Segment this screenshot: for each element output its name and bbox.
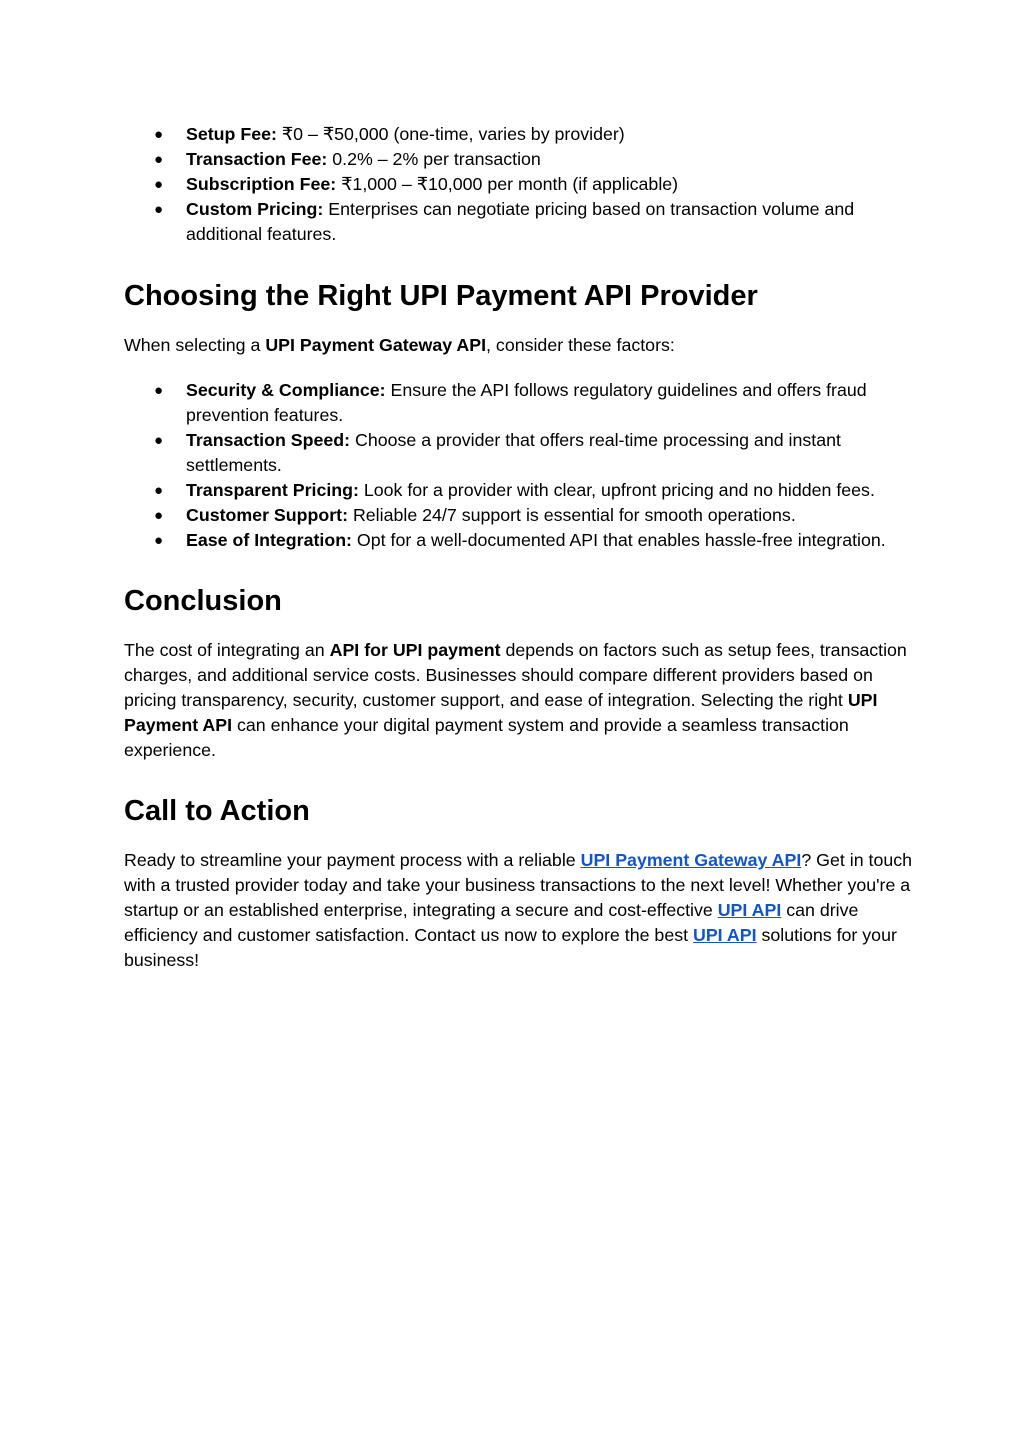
bullet-icon: ● <box>154 126 164 143</box>
upi-api-link[interactable]: UPI API <box>717 900 782 920</box>
document-page <box>124 122 914 973</box>
pricing-list <box>124 122 914 247</box>
list-item-label: Subscription Fee: <box>186 174 337 194</box>
section-heading-choosing: Choosing the Right UPI Payment API Provider <box>124 280 758 312</box>
bullet-icon: ● <box>154 507 164 524</box>
paragraph-bold: UPI Payment API <box>124 690 878 735</box>
list-item <box>124 378 914 428</box>
bullet-icon: ● <box>154 151 164 168</box>
list-item <box>124 172 914 197</box>
upi-payment-gateway-api-link[interactable]: UPI Payment Gateway API <box>580 850 802 870</box>
section-heading-call-to-action: Call to Action <box>124 795 310 827</box>
paragraph-text: depends on factors such as setup fees, transaction charges, and additional service costs. Businesses should compare different providers based on pricing transparency, security, customer support, and ease of integration. Selecting the right <box>124 640 907 710</box>
list-item <box>124 122 914 147</box>
factors-list <box>124 378 914 553</box>
section-heading-conclusion: Conclusion <box>124 585 282 617</box>
intro-bold: UPI Payment Gateway API <box>265 335 487 355</box>
paragraph-text: Ready to streamline your payment process with a reliable <box>124 850 581 870</box>
bullet-icon: ● <box>154 482 164 499</box>
paragraph-bold: API for UPI payment <box>329 640 501 660</box>
list-item <box>124 147 914 172</box>
list-item-text: Look for a provider with clear, upfront pricing and no hidden fees. <box>358 480 875 500</box>
list-item-text: Enterprises can negotiate pricing based on transaction volume and additional features. <box>186 199 855 244</box>
bullet-icon: ● <box>154 382 164 399</box>
list-item <box>124 503 914 528</box>
list-item-label: Ease of Integration: <box>186 530 352 550</box>
call-to-action-paragraph <box>124 848 914 973</box>
choosing-intro <box>124 333 914 358</box>
paragraph-text: solutions for your business! <box>124 925 897 970</box>
list-item-text: Reliable 24/7 support is essential for smooth operations. <box>348 505 796 525</box>
list-item-text: ₹1,000 – ₹10,000 per month (if applicable) <box>336 174 679 194</box>
conclusion-paragraph <box>124 638 914 763</box>
list-item-label: Security & Compliance: <box>186 380 386 400</box>
list-item-label: Setup Fee: <box>186 124 277 144</box>
list-item <box>124 478 914 503</box>
paragraph-text: can drive efficiency and customer satisfaction. Contact us now to explore the best <box>124 900 859 945</box>
list-item <box>124 197 914 247</box>
paragraph-text: can enhance your digital payment system and provide a seamless transaction experience. <box>124 715 849 760</box>
list-item-text: Choose a provider that offers real-time processing and instant settlements. <box>186 430 841 475</box>
list-item-text: Ensure the API follows regulatory guidelines and offers fraud prevention features. <box>186 380 867 425</box>
list-item-label: Customer Support: <box>186 505 349 525</box>
bullet-icon: ● <box>154 432 164 449</box>
intro-text: When selecting a <box>124 335 266 355</box>
list-item-label: Transaction Fee: <box>186 149 328 169</box>
upi-api-link[interactable]: UPI API <box>692 925 757 945</box>
list-item <box>124 528 914 553</box>
list-item <box>124 428 914 478</box>
list-item-label: Transaction Speed: <box>186 430 351 450</box>
list-item-label: Transparent Pricing: <box>186 480 359 500</box>
bullet-icon: ● <box>154 201 164 218</box>
list-item-text: ₹0 – ₹50,000 (one-time, varies by provider) <box>276 124 625 144</box>
list-item-text: 0.2% – 2% per transaction <box>327 149 541 169</box>
intro-text: , consider these factors: <box>486 335 675 355</box>
list-item-text: Opt for a well-documented API that enables hassle-free integration. <box>351 530 886 550</box>
paragraph-text: The cost of integrating an <box>124 640 330 660</box>
bullet-icon: ● <box>154 532 164 549</box>
bullet-icon: ● <box>154 176 164 193</box>
paragraph-text: ? Get in touch with a trusted provider today and take your business transactions to the next level! Whether you're a startup or an established enterprise, integrating a secure and cost-effective <box>124 850 913 920</box>
list-item-label: Custom Pricing: <box>186 199 324 219</box>
